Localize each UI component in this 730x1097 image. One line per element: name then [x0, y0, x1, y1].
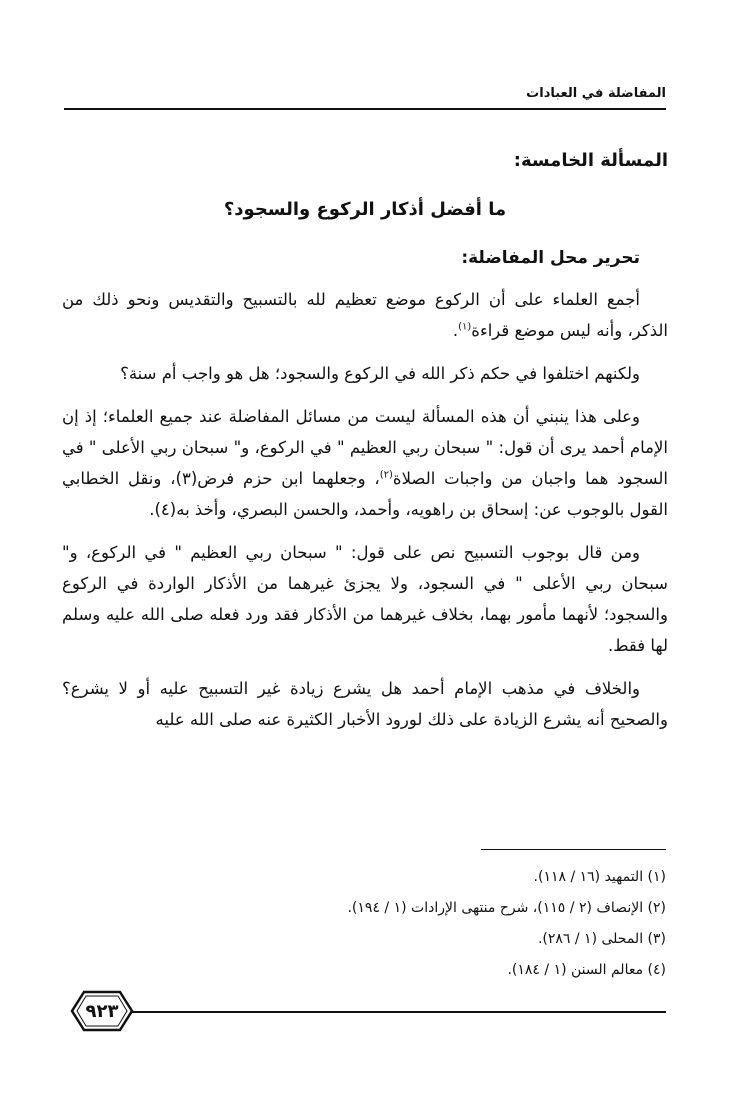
footnote-ref-1: (١)	[458, 321, 472, 333]
paragraph-text: أجمع العلماء على أن الركوع موضع تعظيم لله بالتسبيح والتقديس ونحو ذلك من الذكر، وأنه ليس موضع قراءة	[62, 290, 668, 340]
paragraph-text: ومن قال بوجوب التسبيح نص على قول: " سبحان ربي العظيم " في الركوع، و" سبحان ربي الأعلى " في السجود، ولا يجزئ غيرهما من الأذكار الواردة في الركوع والسجود؛ لأنهما مأمور بهما، بخلاف غيرهما من الأذكار فقد ورد فعله صلى الله عليه وسلم لها فقط.	[62, 543, 668, 655]
subheading: تحرير محل المفاضلة:	[461, 248, 640, 268]
page-number-frame	[70, 990, 134, 1032]
paragraph-2	[62, 358, 668, 389]
main-text	[62, 150, 668, 747]
paragraph-3	[62, 401, 668, 525]
footnote-4: (٤) معالم السنن (١ / ١٨٤).	[507, 962, 666, 978]
running-head: المفاضلة في العبادات	[526, 86, 666, 101]
page-number: ٩٢٣	[85, 1000, 119, 1022]
footnote-3: (٣) المحلى (١ / ٢٨٦).	[537, 931, 666, 947]
footnote-2: (٢) الإنصاف (٢ / ١١٥)، شرح منتهى الإرادات (١ / ١٩٤).	[347, 900, 666, 916]
paragraph-tail: ، وجعلهما ابن حزم فرض(٣)، ونقل الخطابي القول بالوجوب عن: إسحاق بن راهويه، وأحمد، والحسن البصري، وأخذ به(٤).	[62, 469, 668, 519]
footer-rule	[120, 1011, 666, 1013]
section-title: المسألة الخامسة:	[513, 150, 668, 171]
paragraph-text: وعلى هذا ينبني أن هذه المسألة ليست من مسائل المفاضلة عند جميع العلماء؛ إذ إن الإمام أحمد يرى أن قول: " سبحان ربي العظيم " في الركوع، و" سبحان ربي الأعلى " في السجود هما واجبان من واجبات الصلاة	[62, 407, 669, 488]
paragraph-text: والخلاف في مذهب الإمام أحمد هل يشرع زيادة غير التسبيح عليه أو لا يشرع؟ والصحيح أنه يشرع الزيادة على ذلك لورود الأخبار الكثيرة عنه صلى الله عليه	[62, 679, 668, 729]
footnote-separator	[481, 849, 666, 850]
footnotes	[64, 862, 666, 986]
footnote-ref-2: (٢)	[379, 469, 393, 481]
footnote-1: (١) التمهيد (١٦ / ١١٨).	[533, 869, 666, 885]
paragraph-text: ولكنهم اختلفوا في حكم ذكر الله في الركوع والسجود؛ هل هو واجب أم سنة؟	[120, 364, 640, 383]
paragraph-tail: .	[452, 321, 459, 340]
header-rule	[64, 108, 666, 110]
question-heading: ما أفضل أذكار الركوع والسجود؟	[223, 199, 507, 220]
paragraph-5	[62, 673, 668, 735]
paragraph-4	[62, 537, 668, 661]
paragraph-1	[62, 284, 668, 346]
